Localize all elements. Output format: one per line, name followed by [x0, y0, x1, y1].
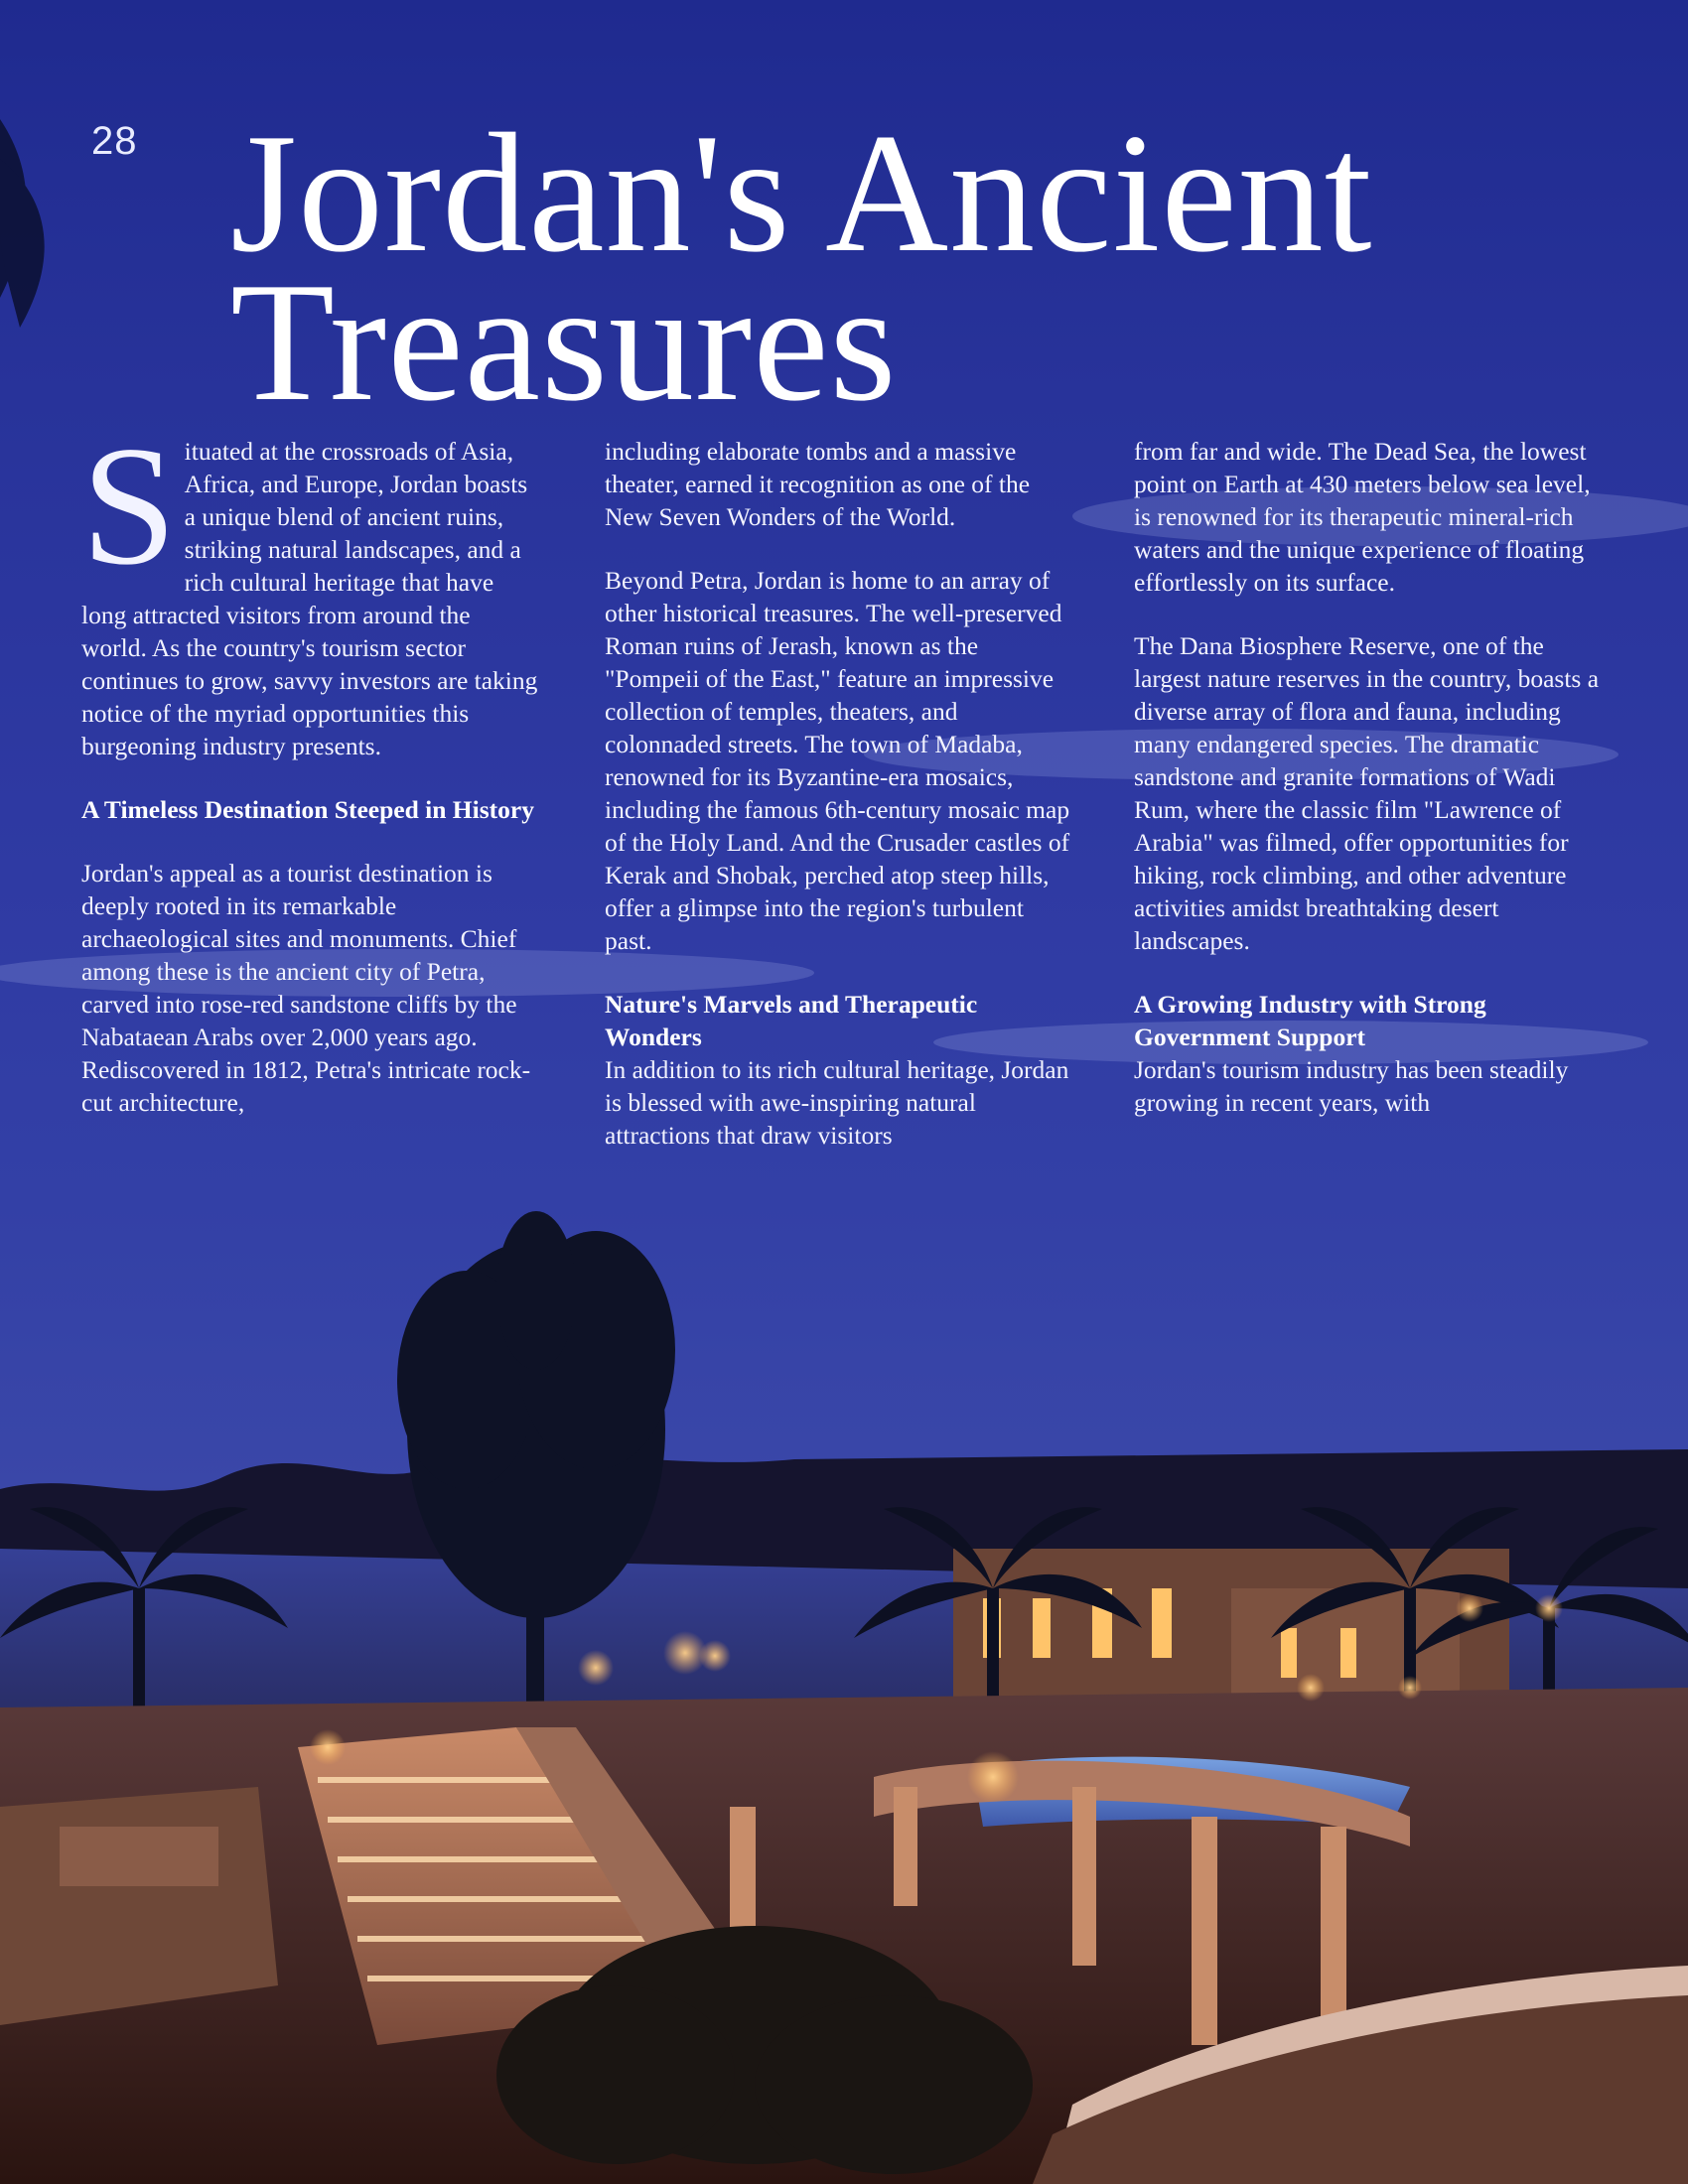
- paragraph-dead-sea: from far and wide. The Dead Sea, the lowest point on Earth at 430 meters below sea level, is renowned for its therapeutic mineral-rich waters and the unique experience of floating effortlessly on its surface.: [1134, 437, 1591, 597]
- intro-text: ituated at the crossroads of Asia, Africa, and Europe, Jordan boasts a unique blend of ancient ruins, striking natural landscapes, and a rich cultural heritage that have long attracted visitors from around the world. As the country's tourism sector continues to grow, savvy investors are taking notice of the myriad opportunities this burgeoning industry presents.: [81, 437, 538, 760]
- paragraph-dana-wadi-rum: The Dana Biosphere Reserve, one of the largest nature reserves in the country, boasts a diverse array of flora and fauna, including many endangered species. The dramatic sandstone and granite formations of Wadi Rum, where the classic film "Lawrence of Arabia" was filmed, offer opportunities for hiking, rock climbing, and other adventure activities amidst breathtaking desert landscapes.: [1134, 631, 1600, 955]
- intro-paragraph: [81, 412, 538, 762]
- article-column-1: [81, 412, 538, 1150]
- article-column-3: [1134, 435, 1601, 1150]
- page-number: 28: [91, 119, 138, 163]
- paragraph-industry-growth: Jordan's tourism industry has been steadily growing in recent years, with: [1134, 1055, 1569, 1117]
- drop-cap: S: [81, 412, 177, 601]
- section-heading-history: A Timeless Destination Steeped in History: [81, 795, 534, 824]
- article-column-2: [605, 435, 1071, 1182]
- paragraph-natural-attractions: In addition to its rich cultural heritage, Jordan is blessed with awe-inspiring natural attractions that draw visitors: [605, 1055, 1069, 1150]
- section-heading-industry: A Growing Industry with Strong Government Support: [1134, 990, 1486, 1051]
- section-heading-nature: Nature's Marvels and Therapeutic Wonders: [605, 990, 978, 1051]
- paragraph-archaeology: Jordan's appeal as a tourist destination is deeply rooted in its remarkable archaeological sites and monuments. Chief among these is the ancient city of Petra, carved into rose-red sandstone cliffs by the Nabataean Arabs over 2,000 years ago. Rediscovered in 1812, Petra's intricate rock-cut architecture,: [81, 859, 531, 1117]
- paragraph-petra-continued: including elaborate tombs and a massive theater, earned it recognition as one of the New Seven Wonders of the World.: [605, 437, 1031, 531]
- paragraph-historical-treasures: Beyond Petra, Jordan is home to an array of other historical treasures. The well-preserved Roman ruins of Jerash, known as the "Pompeii of the East," feature an impressive collection of temples, theaters, and colonnaded streets. The town of Madaba, renowned for its Byzantine-era mosaics, including the famous 6th-century mosaic map of the Holy Land. And the Crusader castles of Kerak and Shobak, perched atop steep hills, offer a glimpse into the region's turbulent past.: [605, 566, 1070, 955]
- page-title: Jordan's Ancient Treasures: [230, 99, 1373, 437]
